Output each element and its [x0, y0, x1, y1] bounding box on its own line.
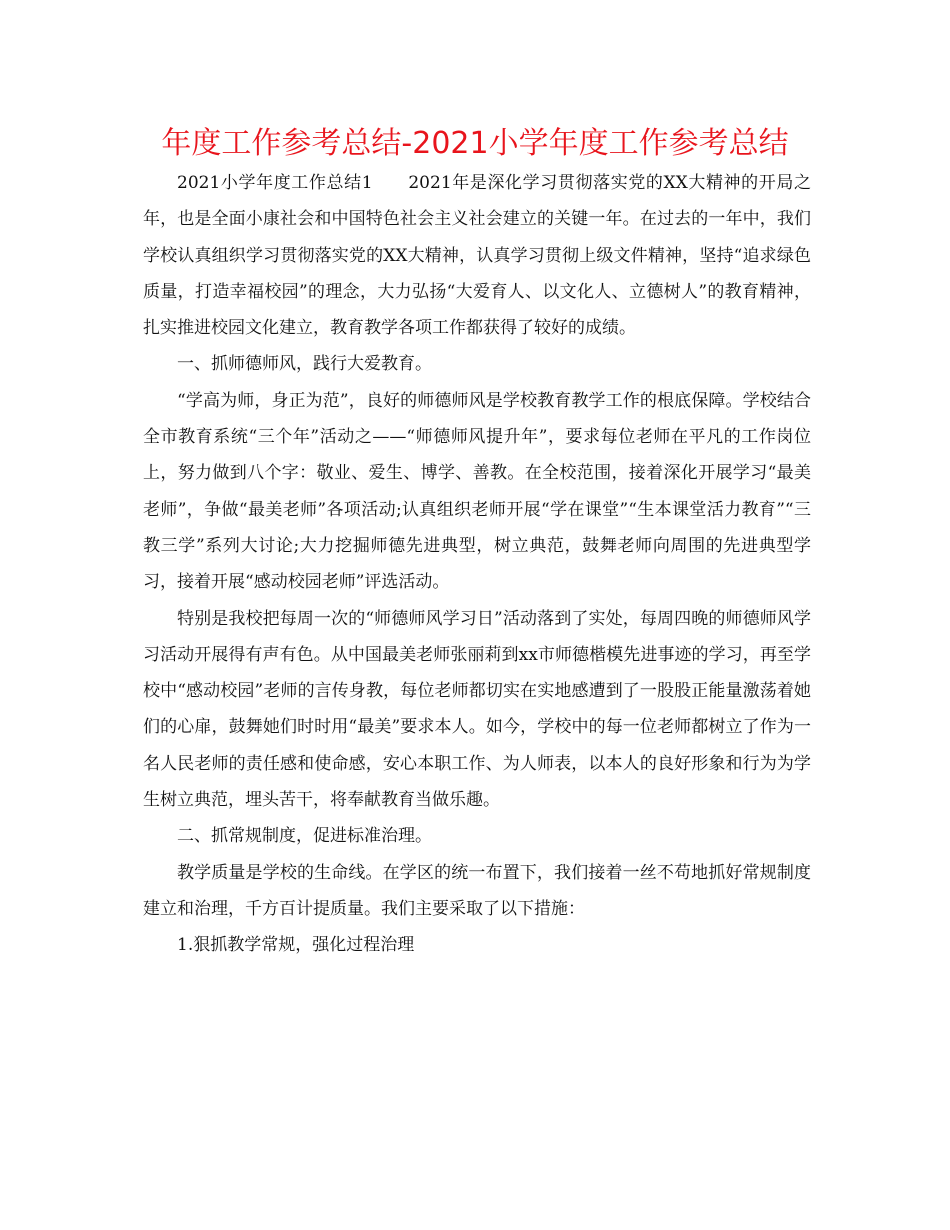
section-heading-2: 二、抓常规制度，促进标准治理。 — [177, 826, 432, 847]
section-heading-1: 一、抓师德师风，践行大爱教育。 — [177, 354, 432, 375]
paragraph-teacher-ethics: “学高为师，身正为范”，良好的师德师风是学校教育教学工作的根底保障。学校结合全市教育系统“三个年”活动之——“师德师风提升年”，要求每位老师在平凡的工作岗位上，努力做到八个字：敬业、爱生、博学、善教。在全校范围，接着深化开展学习“最美老师”，争做“最美老师”各项活动;认真组织老师开展“学在课堂”“生本课堂活力教育”“三教三学”系列大讨论;大力挖掘师德先进典型，树立典范，鼓舞老师向周围的先进典型学习，接着开展“感动校园老师”评选活动。 — [143, 390, 811, 593]
list-item-1: 1.狠抓教学常规，强化过程治理 — [177, 935, 415, 956]
document-body — [143, 165, 811, 964]
document-title: 年度工作参考总结-2021小学年度工作参考总结 — [161, 126, 789, 161]
paragraph-intro: 2021小学年度工作总结1 2021年是深化学习贯彻落实党的XX大精神的开局之年，也是全面小康社会和中国特色社会主义社会建立的关键一年。在过去的一年中，我们学校认真组织学习贯彻落实党的XX大精神，认真学习贯彻上级文件精神，坚持“追求绿色质量，打造幸福校园”的理念，大力弘扬“大爱育人、以文化人、立德树人”的教育精神，扎实推进校园文化建立，教育教学各项工作都获得了较好的成绩。 — [143, 173, 811, 339]
paragraph-study-day: 特别是我校把每周一次的“师德师风学习日”活动落到了实处，每周四晚的师德师风学习活动开展得有声有色。从中国最美老师张丽莉到xx市师德楷模先进事迹的学习，再至学校中“感动校园”老师的言传身教，每位老师都切实在实地感遭到了一股股正能量激荡着她们的心扉，鼓舞她们时时用“最美”要求本人。如今，学校中的每一位老师都树立了作为一名人民老师的责任感和使命感，安心本职工作、为人师表，以本人的良好形象和行为为学生树立典范，埋头苦干，将奉献教育当做乐趣。 — [143, 608, 811, 811]
paragraph-teaching-quality: 教学质量是学校的生命线。在学区的统一布置下，我们接着一丝不苟地抓好常规制度建立和治理，千方百计提质量。我们主要采取了以下措施： — [143, 862, 811, 919]
